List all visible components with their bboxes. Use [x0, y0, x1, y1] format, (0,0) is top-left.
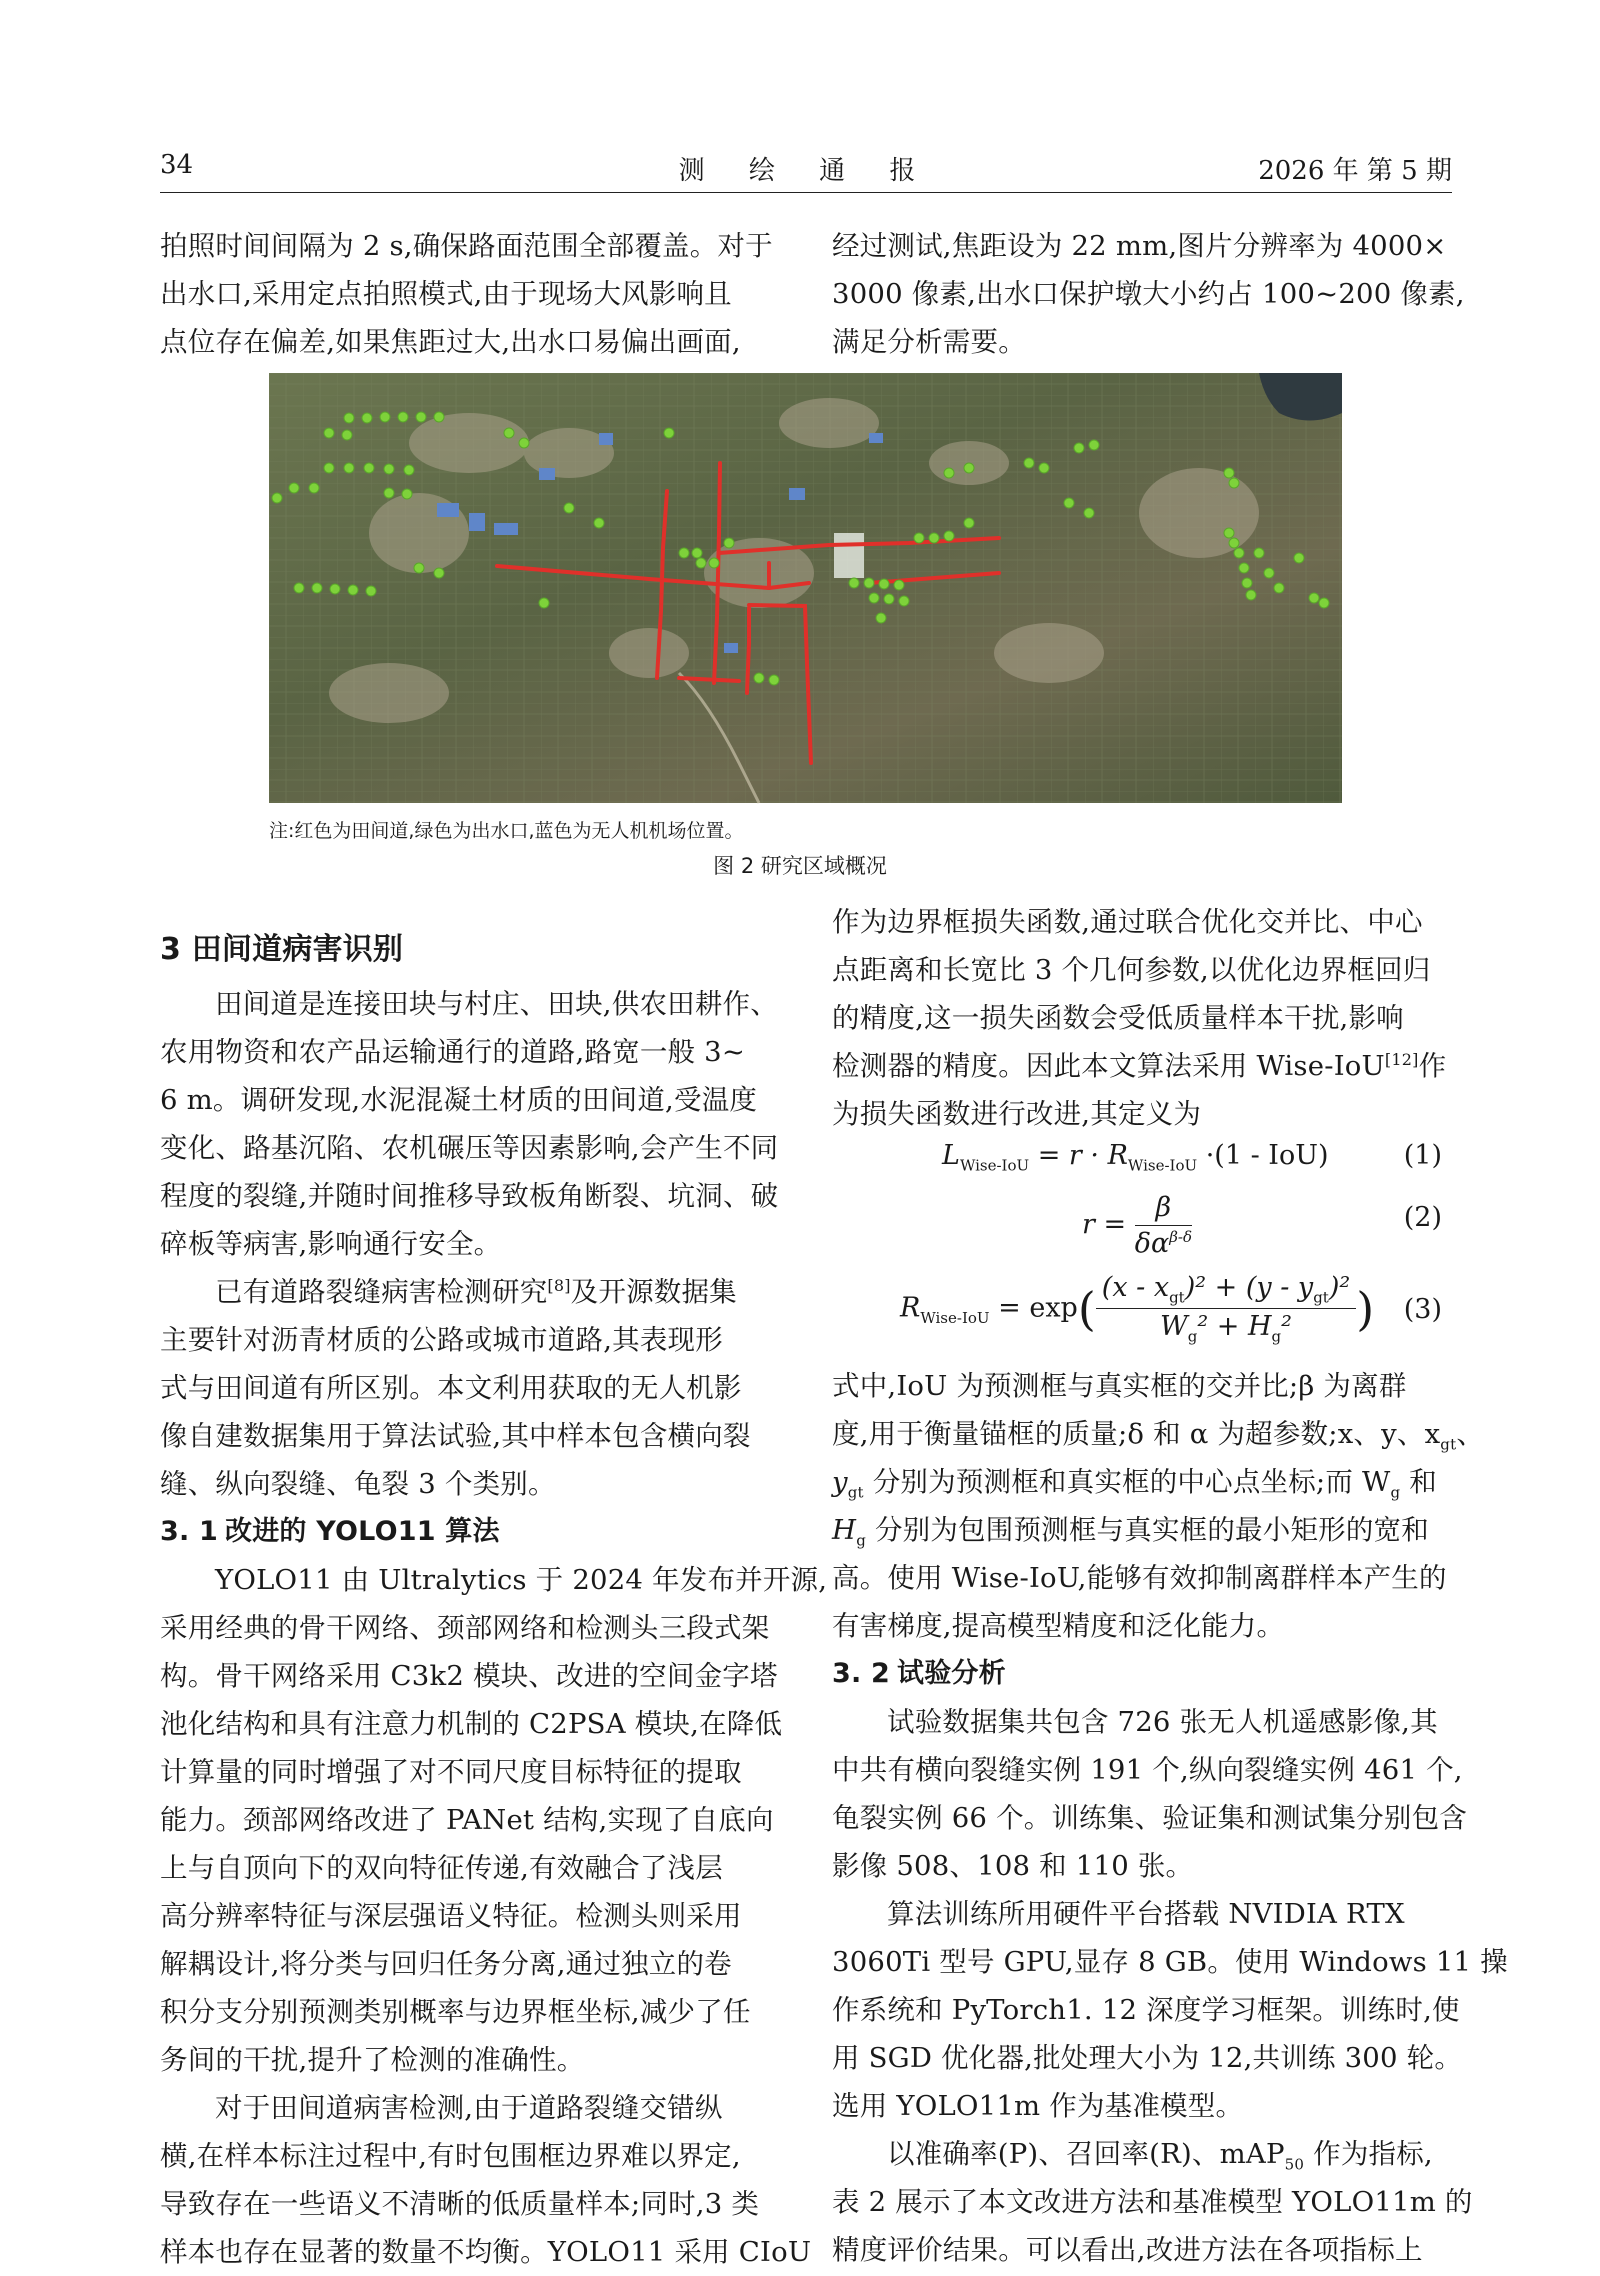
eq-subscript: 50	[1284, 2155, 1305, 2174]
numerator	[1096, 1272, 1356, 1309]
eq-text: δα	[1134, 1228, 1170, 1259]
text-line	[832, 2130, 1452, 2178]
text-line: 农用物资和农产品运输通行的道路,路宽一般 3~	[160, 1036, 746, 1068]
text-line: 选用 YOLO11m 作为基准模型。	[832, 2090, 1244, 2122]
eq-text: W	[1159, 1311, 1188, 1343]
equation-body	[1082, 1192, 1192, 1259]
text-line: 高。使用 Wise-IoU,能够有效抑制离群样本产生的	[832, 1562, 1447, 1594]
journal-name: 测 绘 通 报	[678, 156, 934, 186]
figure-caption: 图 2 研究区域概况	[713, 854, 887, 878]
running-header	[160, 150, 1452, 190]
eq-text: = r · R	[1029, 1140, 1128, 1171]
text-line: 算法训练所用硬件平台搭载 NVIDIA RTX	[887, 1898, 1405, 1930]
top-right-text	[832, 222, 1465, 366]
text-span: 检测器的精度。因此本文算法采用 Wise-IoU	[832, 1050, 1385, 1082]
top-left-text	[160, 222, 780, 366]
text-line: 计算量的同时增强了对不同尺度目标特征的提取	[160, 1756, 742, 1788]
citation[interactable]: [8]	[547, 1275, 571, 1295]
text-line: 3000 像素,出水口保护墩大小约占 100~200 像素,	[832, 278, 1465, 310]
text-line: 拍照时间间隔为 2 s,确保路面范围全部覆盖。对于	[160, 230, 773, 262]
fraction	[1096, 1272, 1356, 1346]
equation-2	[832, 1192, 1452, 1262]
text-line: 上与自顶向下的双向特征传递,有效融合了浅层	[160, 1852, 723, 1884]
eq-subscript: gt	[1440, 1435, 1457, 1454]
subsection-title: 改进的 YOLO11 算法	[225, 1516, 500, 1547]
denominator	[1135, 1226, 1192, 1259]
issue-label: 2026 年 第 5 期	[1258, 156, 1452, 186]
eq-subscript: g	[1390, 1483, 1401, 1502]
text-line: 表 2 展示了本文改进方法和基准模型 YOLO11m 的	[832, 2186, 1473, 2218]
text-line: 作为边界框损失函数,通过联合优化交并比、中心	[832, 906, 1423, 938]
eq-text: ² + H	[1197, 1311, 1272, 1343]
eq-subscript: g	[1271, 1327, 1282, 1346]
eq-subscript: Wise-IoU	[1127, 1156, 1198, 1175]
header-rule	[160, 192, 1452, 193]
eq-subscript: gt	[1313, 1288, 1329, 1307]
equation-body	[900, 1272, 1374, 1346]
text-line: 变化、路基沉陷、农机碾压等因素影响,会产生不同	[160, 1132, 779, 1164]
paren-right: )	[1356, 1281, 1375, 1336]
text-line: 缝、纵向裂缝、龟裂 3 个类别。	[160, 1468, 556, 1500]
text-line: 精度评价结果。可以看出,改进方法在各项指标上	[832, 2234, 1423, 2266]
text-span: 分别为预测框和真实框的中心点坐标;而 W	[863, 1466, 1391, 1498]
left-column	[160, 920, 828, 2276]
equation-3	[832, 1272, 1452, 1362]
text-line: 高分辨率特征与深层强语义特征。检测头则采用	[160, 1900, 742, 1932]
equation-1	[832, 1140, 1452, 1180]
text-line: 积分支分别预测类别概率与边界框坐标,减少了任	[160, 1996, 751, 2028]
text-line: 解耦设计,将分类与回归任务分离,通过独立的卷	[160, 1948, 732, 1980]
text-line	[832, 1410, 1485, 1458]
text-line: 采用经典的骨干网络、颈部网络和检测头三段式架	[160, 1612, 770, 1644]
text-line: 池化结构和具有注意力机制的 C2PSA 模块,在降低	[160, 1708, 783, 1740]
section-heading: 3 田间道病害识别	[160, 932, 404, 967]
eq-subscript: Wise-IoU	[920, 1308, 990, 1327]
text-line: 中共有横向裂缝实例 191 个,纵向裂缝实例 461 个,	[832, 1754, 1463, 1786]
equation-number: (1)	[1403, 1140, 1442, 1171]
text-span: 、	[1456, 1418, 1485, 1450]
equation-body	[942, 1140, 1329, 1174]
subsection-number: 3. 2	[832, 1658, 891, 1689]
text-line: 点距离和长宽比 3 个几何参数,以优化边界框回归	[832, 954, 1431, 986]
eq-text: ·(1 - IoU)	[1197, 1140, 1329, 1171]
satellite-image	[269, 373, 1342, 803]
eq-superscript: β-δ	[1169, 1228, 1192, 1246]
subsection-heading	[160, 1508, 780, 1556]
text-line: 为损失函数进行改进,其定义为	[832, 1098, 1202, 1130]
text-line: 有害梯度,提高模型精度和泛化能力。	[832, 1610, 1285, 1642]
text-span: H	[832, 1514, 857, 1546]
eq-subscript: Wise-IoU	[959, 1156, 1030, 1175]
text-line: 像自建数据集用于算法试验,其中样本包含横向裂	[160, 1420, 751, 1452]
eq-subscript: g	[1187, 1327, 1198, 1346]
text-line	[832, 1458, 1452, 1506]
text-line: 式中,IoU 为预测框与真实框的交并比;β 为离群	[832, 1370, 1407, 1402]
text-line: 导致存在一些语义不清晰的低质量样本;同时,3 类	[160, 2188, 760, 2220]
page-number: 34	[160, 150, 194, 180]
text-line: 对于田间道病害检测,由于道路裂缝交错纵	[215, 2092, 723, 2124]
eq-symbol: R	[900, 1292, 921, 1324]
text-span: 和	[1400, 1466, 1437, 1498]
text-line: 点位存在偏差,如果焦距过大,出水口易偏出画面,	[160, 326, 741, 358]
eq-text: (x - x	[1101, 1272, 1170, 1303]
text-line: 务间的干扰,提升了检测的准确性。	[160, 2044, 585, 2076]
text-line	[160, 1268, 780, 1316]
text-line: 式与田间道有所区别。本文利用获取的无人机影	[160, 1372, 742, 1404]
text-span: y	[832, 1466, 848, 1498]
eq-text: )²	[1328, 1272, 1351, 1303]
figure-note: 注:红色为田间道,绿色为出水口,蓝色为无人机机场位置。	[269, 820, 744, 842]
text-line: 能力。颈部网络改进了 PANet 结构,实现了自底向	[160, 1804, 774, 1836]
equation-number: (3)	[1403, 1294, 1442, 1325]
text-line: 横,在样本标注过程中,有时包围框边界难以界定,	[160, 2140, 741, 2172]
text-line: 经过测试,焦距设为 22 mm,图片分辨率为 4000×	[832, 230, 1447, 262]
text-line: 的精度,这一损失函数会受低质量样本干扰,影响	[832, 1002, 1404, 1034]
text-line: 龟裂实例 66 个。训练集、验证集和测试集分别包含	[832, 1802, 1467, 1834]
text-line: 用 SGD 优化器,批处理大小为 12,共训练 300 轮。	[832, 2042, 1463, 2074]
text-line	[832, 1506, 1452, 1554]
eq-subscript: g	[856, 1531, 866, 1550]
text-line: 程度的裂缝,并随时间推移导致板角断裂、坑洞、破	[160, 1180, 779, 1212]
text-line: YOLO11 由 Ultralytics 于 2024 年发布并开源,	[215, 1564, 828, 1596]
eq-subscript: gt	[847, 1483, 864, 1502]
text-line: 出水口,采用定点拍照模式,由于现场大风影响且	[160, 278, 732, 310]
paren-left: (	[1077, 1281, 1096, 1336]
text-span: 及开源数据集	[570, 1276, 737, 1308]
text-line: 碎板等病害,影响通行安全。	[160, 1228, 502, 1260]
text-line: 主要针对沥青材质的公路或城市道路,其表现形	[160, 1324, 723, 1356]
text-line: 样本也存在显著的数量不均衡。YOLO11 采用 CIoU	[160, 2236, 812, 2268]
text-line: 6 m。调研发现,水泥混凝土材质的田间道,受温度	[160, 1084, 758, 1116]
text-span: 以准确率(P)、召回率(R)、mAP	[887, 2138, 1285, 2170]
text-span: 作	[1418, 1050, 1447, 1082]
eq-text: ²	[1281, 1311, 1292, 1343]
text-line: 3060Ti 型号 GPU,显存 8 GB。使用 Windows 11 操	[832, 1946, 1508, 1978]
text-line: 构。骨干网络采用 C3k2 模块、改进的空间金字塔	[160, 1660, 778, 1692]
fraction	[1135, 1192, 1192, 1259]
right-column-bottom	[832, 1362, 1508, 2274]
equation-number: (2)	[1403, 1202, 1442, 1233]
text-line: 田间道是连接田块与村庄、田块,供农田耕作、	[215, 988, 778, 1020]
text-span: 已有道路裂缝病害检测研究	[215, 1276, 548, 1308]
text-line: 满足分析需要。	[832, 326, 1026, 358]
text-line	[832, 1042, 1452, 1090]
eq-text: = exp	[989, 1292, 1078, 1324]
right-column-top	[832, 898, 1452, 1138]
eq-symbol: L	[942, 1140, 960, 1171]
citation[interactable]: [12]	[1384, 1049, 1419, 1069]
text-span: 度,用于衡量锚框的质量;δ 和 α 为超参数;x、y、x	[832, 1418, 1441, 1450]
denominator	[1096, 1309, 1356, 1345]
study-area-figure	[269, 373, 1342, 803]
numerator: β	[1135, 1192, 1192, 1226]
eq-subscript: gt	[1169, 1288, 1185, 1307]
eq-text: )² + (y - y	[1184, 1272, 1314, 1303]
text-line: 影像 508、108 和 110 张。	[832, 1850, 1194, 1882]
text-span: 作为指标,	[1304, 2138, 1433, 2170]
text-line: 作系统和 PyTorch1. 12 深度学习框架。训练时,使	[832, 1994, 1460, 2026]
subsection-title: 试验分析	[897, 1658, 1006, 1689]
text-span: 分别为包围预测框与真实框的最小矩形的宽和	[866, 1514, 1429, 1546]
greenhouse	[834, 533, 864, 578]
eq-text: r =	[1082, 1209, 1135, 1240]
text-line: 试验数据集共包含 726 张无人机遥感影像,其	[887, 1706, 1438, 1738]
subsection-number: 3. 1	[160, 1516, 219, 1547]
subsection-heading	[832, 1650, 1452, 1698]
